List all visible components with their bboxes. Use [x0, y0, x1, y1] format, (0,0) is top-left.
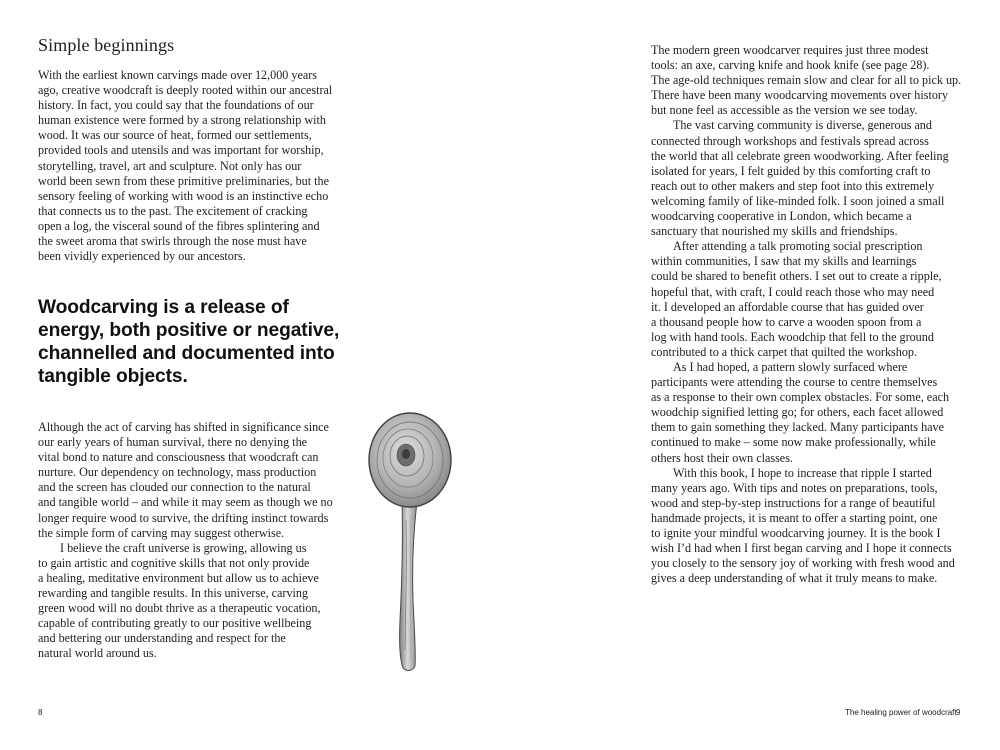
text-line: others host their own classes. — [651, 450, 793, 465]
text-line: Although the act of carving has shifted in significance since — [38, 420, 329, 434]
running-title: The healing power of woodcraft — [845, 708, 957, 717]
text-line: woodcarving cooperative in London, which became a — [651, 209, 912, 224]
text-line: With the earliest known carvings made over 12,000 years — [38, 68, 317, 82]
pull-quote-line: Woodcarving is a release of — [38, 297, 289, 318]
section-heading: Simple beginnings — [38, 35, 175, 55]
text-line: to gain artistic and cognitive skills that not only provide — [38, 555, 310, 570]
text-line: handmade projects, it is meant to offer a starting point, one — [651, 510, 938, 525]
text-line: sanctuary that nourished my skills and friendships. — [651, 224, 898, 239]
text-line: and the screen has clouded our connection to the natural — [38, 480, 311, 495]
text-line: and bettering our understanding and respect for the — [38, 631, 286, 646]
carving-paragraphs — [38, 420, 333, 662]
text-line: The modern green woodcarver requires just three modest — [651, 43, 929, 57]
text-line: sensory feeling of working with wood is an instinctive echo — [38, 188, 329, 203]
text-line: a thousand people how to carve a wooden spoon from a — [651, 314, 922, 329]
text-line: welcoming family of like-minded folk. I soon joined a small — [651, 193, 945, 208]
text-line: storytelling, travel, art and sculpture. Not only has our — [38, 158, 302, 173]
text-line: reach out to other makers and step foot into this extremely — [651, 178, 935, 193]
text-line: it. I developed an affordable course that has guided over — [651, 299, 924, 314]
text-line: vital bond to nature and consciousness that woodcraft can — [38, 450, 319, 465]
text-line: world been sewn from these primitive preliminaries, but the — [38, 173, 329, 188]
text-line: the sweet aroma that swirls through the nose must have — [38, 234, 307, 249]
text-line: longer require wood to survive, the drifting instinct towards — [38, 510, 329, 525]
text-line: nurture. Our dependency on technology, mass production — [38, 465, 317, 480]
left-page-number: 8 — [38, 708, 43, 717]
text-line: connected through workshops and festivals spread across — [651, 133, 929, 148]
text-line: wood. It was our source of heat, formed our settlements, — [38, 128, 312, 143]
text-line: been vividly experienced by our ancestors. — [38, 249, 246, 264]
text-line: that connects us to the past. The excitement of cracking — [38, 203, 308, 218]
text-line: log with hand tools. Each woodchip that fell to the ground — [651, 329, 934, 344]
text-line: could be shared to benefit others. I set out to create a ripple, — [651, 269, 942, 284]
text-line: With this book, I hope to increase that ripple I started — [673, 465, 932, 480]
text-line: our early years of human survival, there no denying the — [38, 435, 308, 450]
text-line: natural world around us. — [38, 646, 157, 661]
text-line: The vast carving community is diverse, generous and — [673, 118, 932, 133]
text-line: rewarding and tangible results. In this universe, carving — [38, 586, 309, 601]
text-line: provided tools and utensils and was important for worship, — [38, 143, 324, 158]
text-line: and tangible world – and while it may seem as though we no — [38, 495, 333, 510]
wooden-spoon-illustration — [362, 410, 460, 672]
text-line: wish I’d had when I first began carving and I hope it connects — [651, 541, 952, 556]
text-line: hopeful that, with craft, I could reach those who may need — [651, 284, 935, 299]
pull-quote — [38, 296, 339, 388]
text-line: ago, creative woodcraft is deeply rooted within our ancestral — [38, 83, 333, 98]
text-line: tools: an axe, carving knife and hook knife (see page 28). — [651, 58, 930, 73]
text-line: woodchip signified letting go; for others, each facet allowed — [651, 405, 944, 420]
text-line: capable of contributing greatly to our positive wellbeing — [38, 616, 312, 631]
text-line: wood and step-by-step instructions for a range of beautiful — [651, 495, 936, 510]
text-line: them to gain something they lacked. Many participants have — [651, 420, 944, 435]
text-line: the world that all celebrate green woodworking. After feeling — [651, 148, 949, 163]
text-line: isolated for years, I felt guided by this comforting craft to — [651, 163, 931, 178]
text-line: There have been many woodcarving movements over history — [651, 88, 949, 103]
pull-quote-line: energy, both positive or negative, — [38, 320, 340, 341]
intro-paragraph — [38, 68, 332, 264]
text-line: human existence were formed by a strong relationship with — [38, 113, 326, 128]
text-line: many years ago. With tips and notes on preparations, tools, — [651, 480, 938, 495]
text-line: the simple form of carving may suggest otherwise. — [38, 525, 285, 540]
pull-quote-line: channelled and documented into — [38, 343, 335, 364]
text-line: gives a deep understanding of what it truly means to make. — [651, 571, 938, 586]
text-line: but none feel as accessible as the version we see today. — [651, 103, 918, 118]
text-line: As I had hoped, a pattern slowly surfaced where — [673, 359, 908, 374]
text-line: After attending a talk promoting social prescription — [673, 239, 923, 254]
text-line: you closely to the sensory joy of working with fresh wood and — [651, 556, 955, 571]
text-line: continued to make – some now make professionally, while — [651, 435, 936, 450]
text-line: to ignite your mindful woodcarving journey. It is the book I — [651, 526, 941, 540]
text-line: participants were attending the course to centre themselves — [651, 375, 938, 390]
pull-quote-line: tangible objects. — [38, 366, 188, 387]
right-column-text — [651, 43, 961, 586]
text-line: green wood will no doubt thrive as a therapeutic vocation, — [38, 601, 321, 616]
text-line: The age-old techniques remain slow and clear for all to pick up. — [651, 73, 962, 88]
text-line: as a response to their own complex obstacles. For some, each — [651, 390, 950, 405]
text-line: I believe the craft universe is growing, allowing us — [60, 540, 307, 555]
text-line: contributed to a thick carpet that quilted the workshop. — [651, 344, 918, 359]
text-line: history. In fact, you could say that the foundations of our — [38, 98, 314, 113]
right-page-number: 9 — [956, 708, 961, 717]
text-line: a healing, meditative environment but allow us to achieve — [38, 570, 319, 585]
text-line: within communities, I saw that my skills and learnings — [651, 254, 917, 269]
text-line: open a log, the visceral sound of the fibres splintering and — [38, 218, 320, 233]
